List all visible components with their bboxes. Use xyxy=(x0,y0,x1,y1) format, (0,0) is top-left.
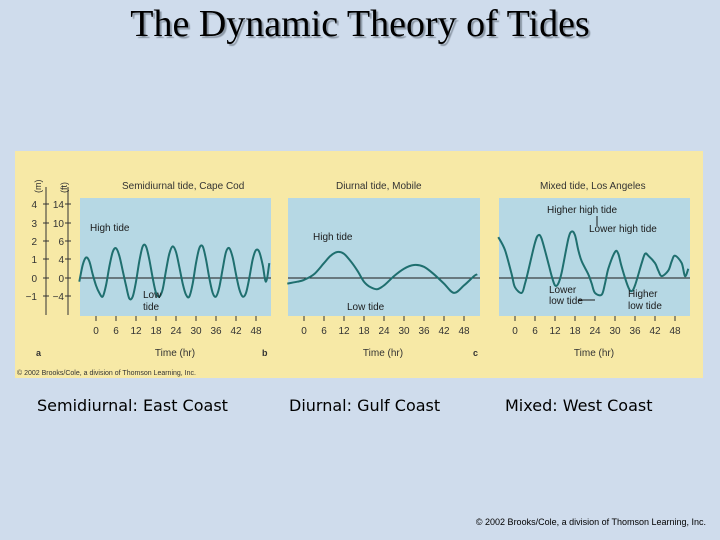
curve-annotation: High tide xyxy=(313,232,353,243)
panel-title: Diurnal tide, Mobile xyxy=(336,181,422,192)
x-tick-label: 6 xyxy=(532,326,538,337)
curve-annotation: Low tide xyxy=(347,302,385,313)
curve-annotation: Lower high tide xyxy=(589,224,657,235)
panel-title: Mixed tide, Los Angeles xyxy=(540,181,646,192)
x-tick-label: 12 xyxy=(338,326,350,337)
y-axis-unit-ft: (ft) xyxy=(59,182,69,193)
panel-title: Semidiurnal tide, Cape Cod xyxy=(122,181,245,192)
y-tick-label-m: 3 xyxy=(31,219,37,230)
figure-credit: © 2002 Brooks/Cole, a division of Thomson Learning, Inc. xyxy=(17,370,196,377)
x-tick-label: 24 xyxy=(589,326,601,337)
x-tick-label: 30 xyxy=(190,326,202,337)
curve-annotation: Higher xyxy=(628,289,658,300)
caption-mixed: Mixed: West Coast xyxy=(505,396,653,415)
x-tick-label: 36 xyxy=(210,326,222,337)
curve-annotation: low tide xyxy=(628,301,662,312)
x-tick-label: 48 xyxy=(250,326,262,337)
plot-area xyxy=(288,198,480,316)
curve-annotation: tide xyxy=(143,302,160,313)
x-tick-label: 18 xyxy=(569,326,581,337)
x-tick-label: 24 xyxy=(170,326,182,337)
curve-annotation: High tide xyxy=(90,223,130,234)
x-tick-label: 6 xyxy=(113,326,119,337)
x-tick-label: 6 xyxy=(321,326,327,337)
caption-diurnal: Diurnal: Gulf Coast xyxy=(289,396,441,415)
x-tick-label: 18 xyxy=(150,326,162,337)
x-tick-label: 36 xyxy=(629,326,641,337)
curve-annotation: Lower xyxy=(549,285,577,296)
curve-annotation: Low xyxy=(143,290,162,301)
x-tick-label: 42 xyxy=(438,326,450,337)
curve-annotation: Higher high tide xyxy=(547,205,618,216)
x-tick-label: 24 xyxy=(378,326,390,337)
x-tick-label: 18 xyxy=(358,326,370,337)
plot-area xyxy=(80,198,271,316)
x-axis-label: Time (hr) xyxy=(573,348,615,359)
x-tick-label: 42 xyxy=(649,326,661,337)
tide-figure-panel xyxy=(15,151,703,378)
y-tick-label-m: 4 xyxy=(31,200,37,211)
x-axis-label: Time (hr) xyxy=(154,348,196,359)
x-tick-label: 0 xyxy=(512,326,518,337)
x-tick-label: 42 xyxy=(230,326,242,337)
panel-letter: a xyxy=(36,348,42,358)
slide-title: The Dynamic Theory of Tides xyxy=(130,3,590,45)
x-tick-label: 48 xyxy=(458,326,470,337)
panel-letter: c xyxy=(473,348,479,358)
x-tick-label: 0 xyxy=(93,326,99,337)
panel-letter: b xyxy=(262,348,268,358)
y-tick-label-ft: 14 xyxy=(52,200,64,211)
y-axis-unit-m: (m) xyxy=(33,179,43,193)
y-tick-label-ft: −4 xyxy=(52,292,64,303)
y-tick-label-m: 2 xyxy=(31,237,37,248)
y-tick-label-ft: 4 xyxy=(58,255,64,266)
caption-semidiurnal: Semidiurnal: East Coast xyxy=(37,396,228,415)
x-tick-label: 0 xyxy=(301,326,307,337)
y-tick-label-m: 0 xyxy=(31,274,37,285)
x-tick-label: 36 xyxy=(418,326,430,337)
x-tick-label: 48 xyxy=(669,326,681,337)
x-tick-label: 12 xyxy=(549,326,561,337)
x-tick-label: 30 xyxy=(398,326,410,337)
x-axis-label: Time (hr) xyxy=(362,348,404,359)
y-tick-label-m: 1 xyxy=(31,255,37,266)
copyright-footer: © 2002 Brooks/Cole, a division of Thomson Learning, Inc. xyxy=(475,517,706,527)
x-tick-label: 30 xyxy=(609,326,621,337)
tide-figure xyxy=(15,151,703,378)
y-tick-label-m: −1 xyxy=(25,292,37,303)
x-tick-label: 12 xyxy=(130,326,142,337)
curve-annotation: low tide xyxy=(549,296,583,307)
y-tick-label-ft: 6 xyxy=(58,237,64,248)
y-tick-label-ft: 10 xyxy=(52,219,64,230)
y-tick-label-ft: 0 xyxy=(58,274,64,285)
